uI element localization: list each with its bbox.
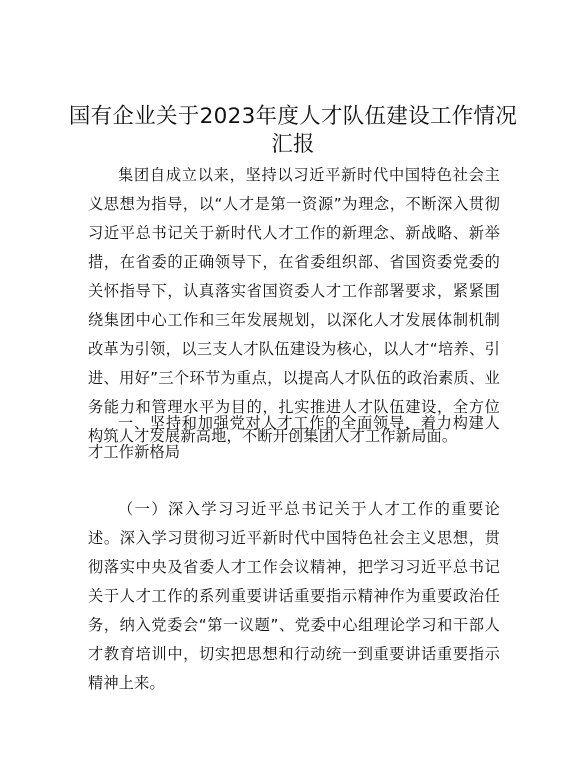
intro-paragraph: 集团自成立以来，坚持以习近平新时代中国特色社会主义思想为指导，以“人才是第一资源”为理念，不断深入贯彻习近平总书记关于新时代人才工作的新理念、新战略、新举措，在省委的正确领导下，在省委组织部、省国资委党委的关怀指导下，认真落实省国资委人才工作部署要求，紧紧围绕集团中心工作和三年发展规划，以深化人才发展体制机制改革为引领，以三支人才队伍建设为核心，以人才“培养、引进、用好”三个环节为重点，以提高人才队伍的政治素质、业务能力和管理水平为目的，扎实推进人才队伍建设，全方位构筑人才发展新高地，不断开创集团人才工作新局面。 xyxy=(88,166,500,445)
document-title: 国有企业关于2023年度人才队伍建设工作情况汇报 xyxy=(68,104,518,157)
section-heading-1: 一、坚持和加强党对人才工作的全面领导，着力构建人才工作新格局 xyxy=(88,414,500,461)
subsection-paragraph-1: （一）深入学习习近平总书记关于人才工作的重要论述。深入学习贯彻习近平新时代中国特色社会主义思想，贯彻落实中央及省委人才工作会议精神，把学习习近平总书记关于人才工作的系列重要讲话重要指示精神作为重要政治任务，纳入党委会“第一议题”、党委中心组理论学习和干部人才教育培训中，切实把思想和行动统一到重要讲话重要指示精神上来。 xyxy=(88,500,500,692)
